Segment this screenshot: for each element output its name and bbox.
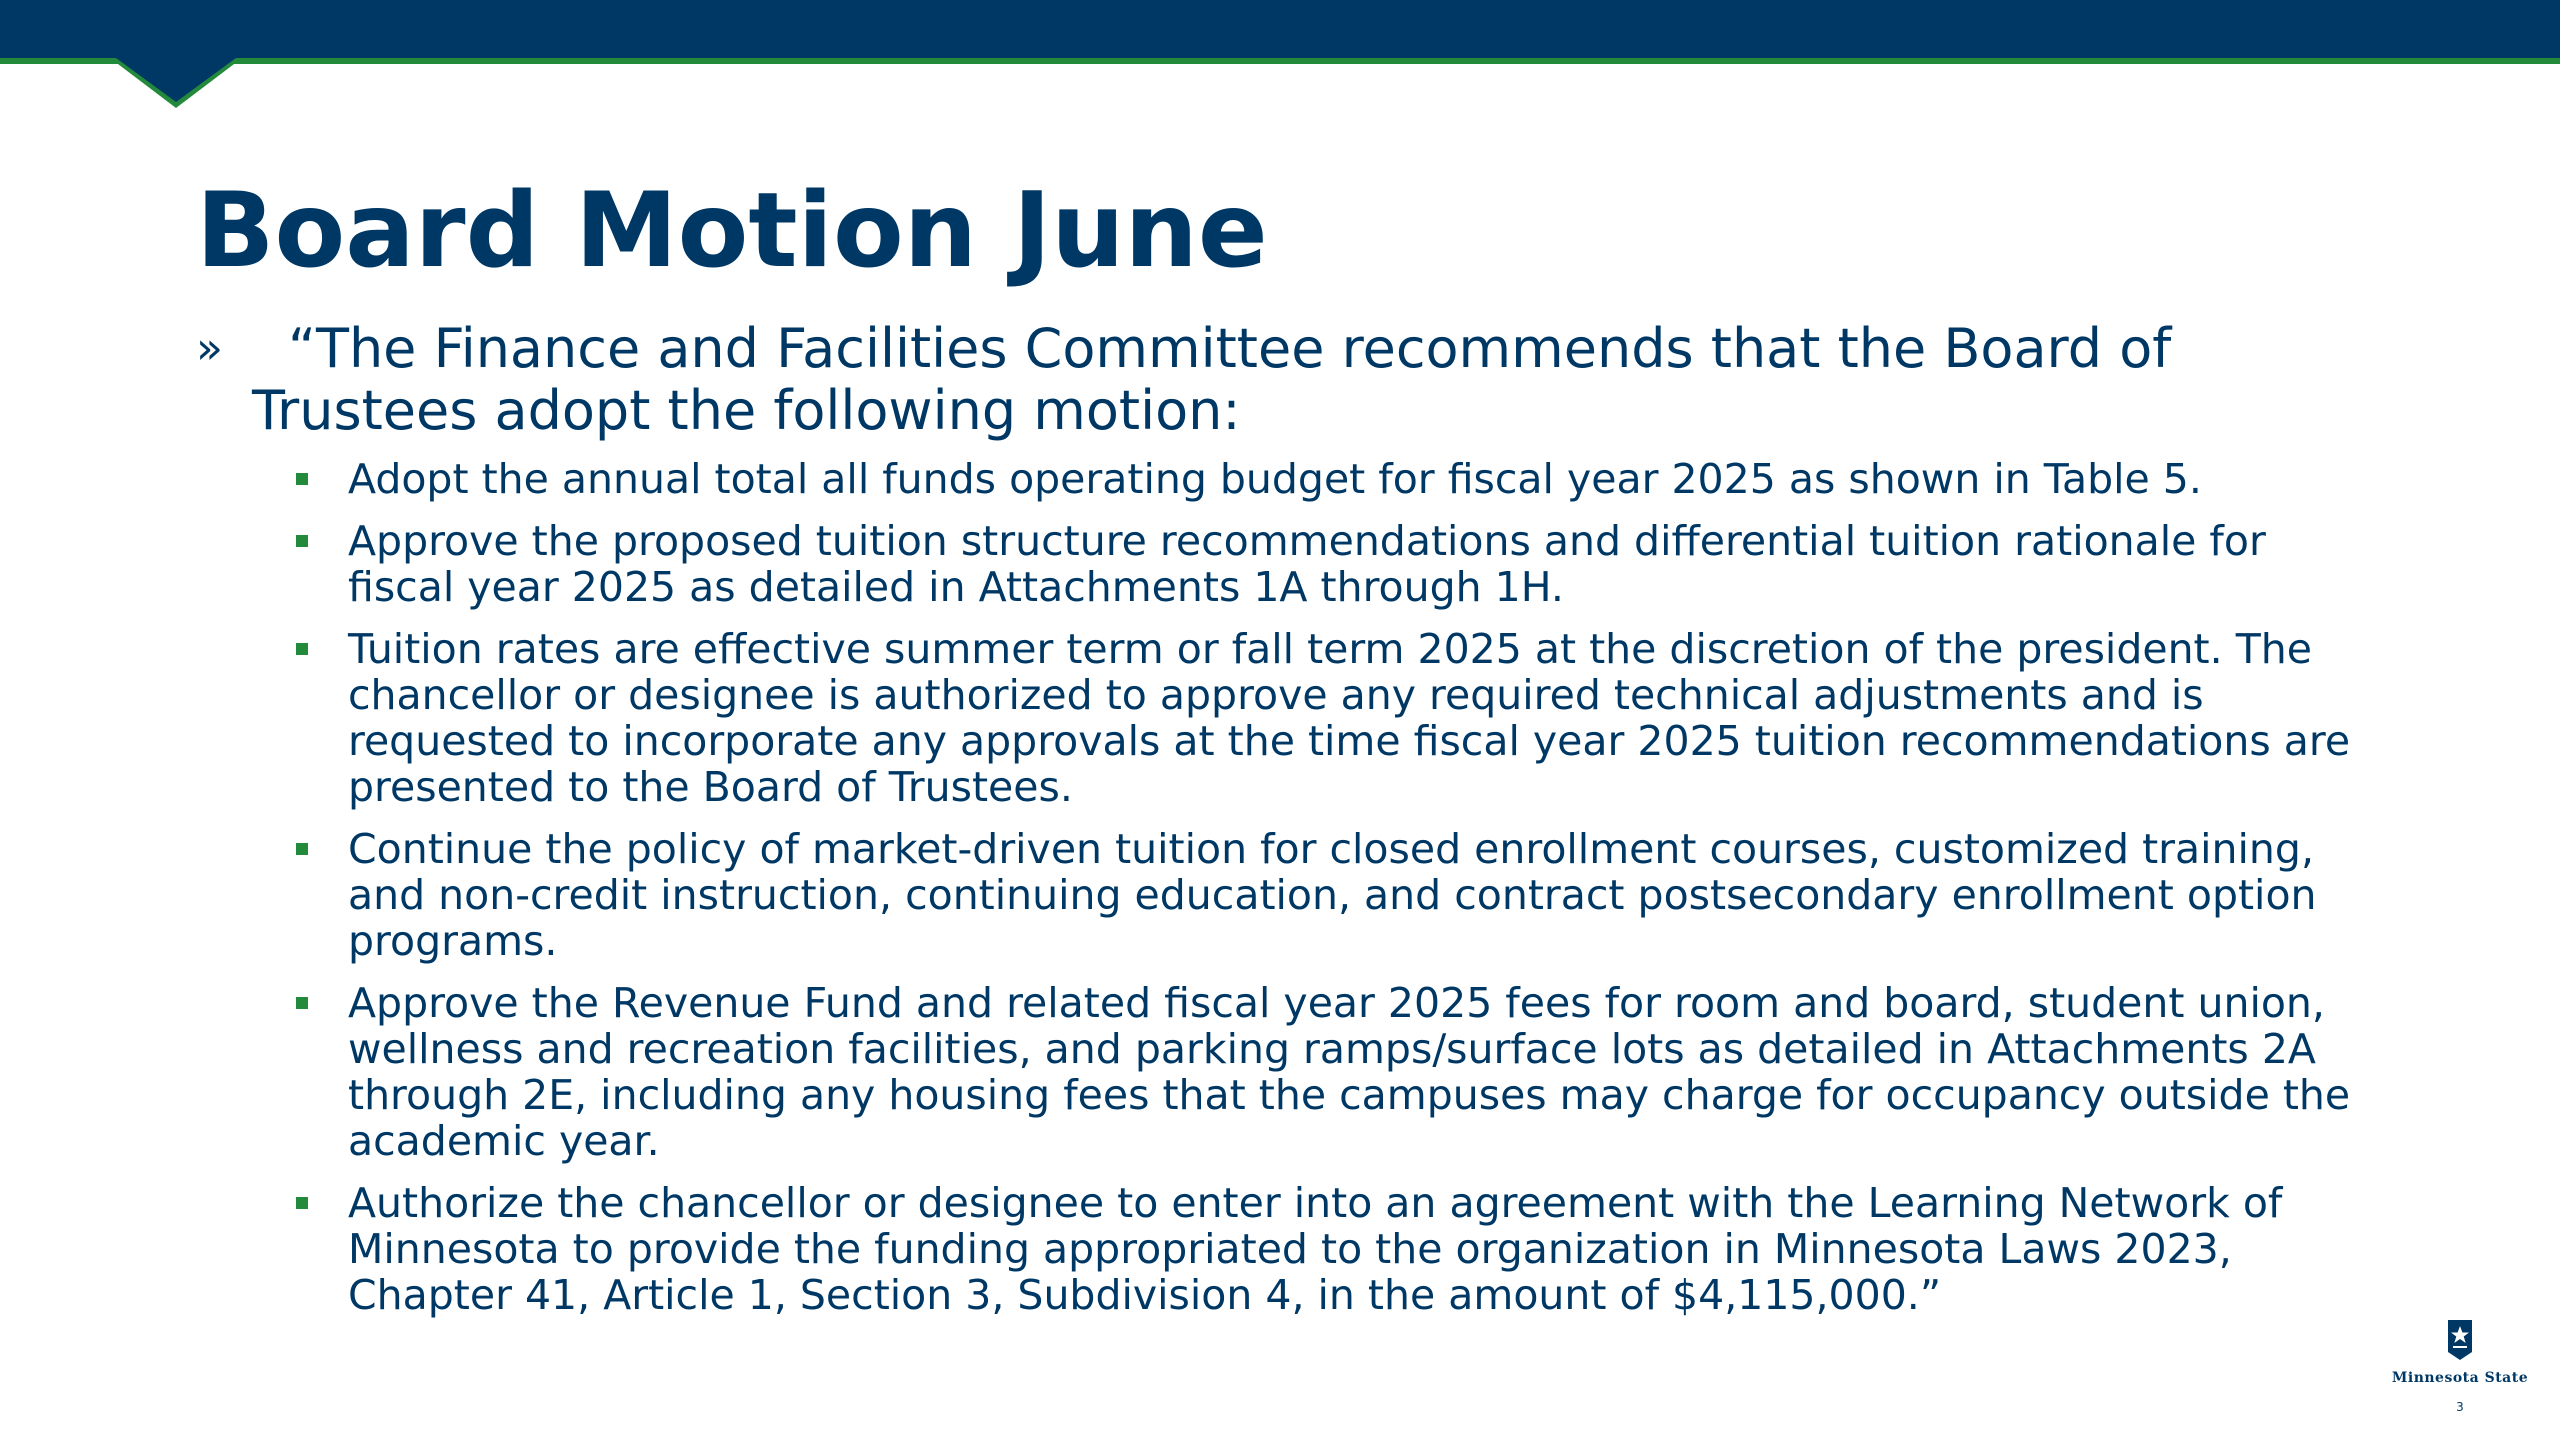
list-item-text: Authorize the chancellor or designee to enter into an agreement with the Learning Network of Minnesota to provide the funding appropriated to the organization in Minnesota Laws 2023, Chapter 41, Article 1, Section 3, Subdivision 4, in the amount of $4,115,000.” bbox=[348, 1179, 2283, 1319]
square-bullet-icon bbox=[296, 473, 308, 485]
list-item bbox=[292, 518, 2372, 610]
square-bullet-icon bbox=[296, 535, 308, 547]
list-item bbox=[292, 456, 2372, 502]
page-number: 3 bbox=[2456, 1400, 2464, 1414]
motion-intro bbox=[196, 318, 2376, 442]
list-item-text: Tuition rates are effective summer term or fall term 2025 at the discretion of the president. The chancellor or designee is authorized to approve any required technical adjustments and is requested to incorporate any approvals at the time fiscal year 2025 tuition recommendations are presented to the Board of Trustees. bbox=[348, 625, 2351, 811]
header-accent-line bbox=[0, 58, 2560, 64]
list-item-text: Approve the proposed tuition structure recommendations and differential tuition rationale for fiscal year 2025 as detailed in Attachments 1A through 1H. bbox=[348, 517, 2266, 611]
header-notch-inner bbox=[116, 58, 236, 102]
minnesota-state-logo-icon bbox=[2445, 1318, 2475, 1362]
list-item-text: Continue the policy of market-driven tuition for closed enrollment courses, customized training, and non-credit instruction, continuing education, and contract postsecondary enrollment option programs. bbox=[348, 825, 2317, 965]
list-item bbox=[292, 1180, 2372, 1318]
list-item-text: Approve the Revenue Fund and related fiscal year 2025 fees for room and board, student union, wellness and recreation facilities, and parking ramps/surface lots as detailed in Attachments 2A through 2E, including any housing fees that the campuses may charge for occupancy outside the academic year. bbox=[348, 979, 2351, 1165]
double-chevron-right-icon: » bbox=[196, 323, 223, 374]
square-bullet-icon bbox=[296, 997, 308, 1009]
square-bullet-icon bbox=[296, 643, 308, 655]
list-item bbox=[292, 826, 2372, 964]
list-item bbox=[292, 980, 2372, 1164]
header-bar bbox=[0, 0, 2560, 58]
square-bullet-icon bbox=[296, 1197, 308, 1209]
slide-title: Board Motion June bbox=[196, 171, 1268, 291]
square-bullet-icon bbox=[296, 843, 308, 855]
motion-list bbox=[292, 456, 2372, 1334]
motion-intro-text: “The Finance and Facilities Committee recommends that the Board of Trustees adopt the following motion: bbox=[252, 317, 2172, 442]
list-item bbox=[292, 626, 2372, 810]
logo-wordmark: Minnesota State bbox=[2391, 1370, 2529, 1386]
list-item-text: Adopt the annual total all funds operating budget for fiscal year 2025 as shown in Table 5. bbox=[348, 455, 2202, 503]
